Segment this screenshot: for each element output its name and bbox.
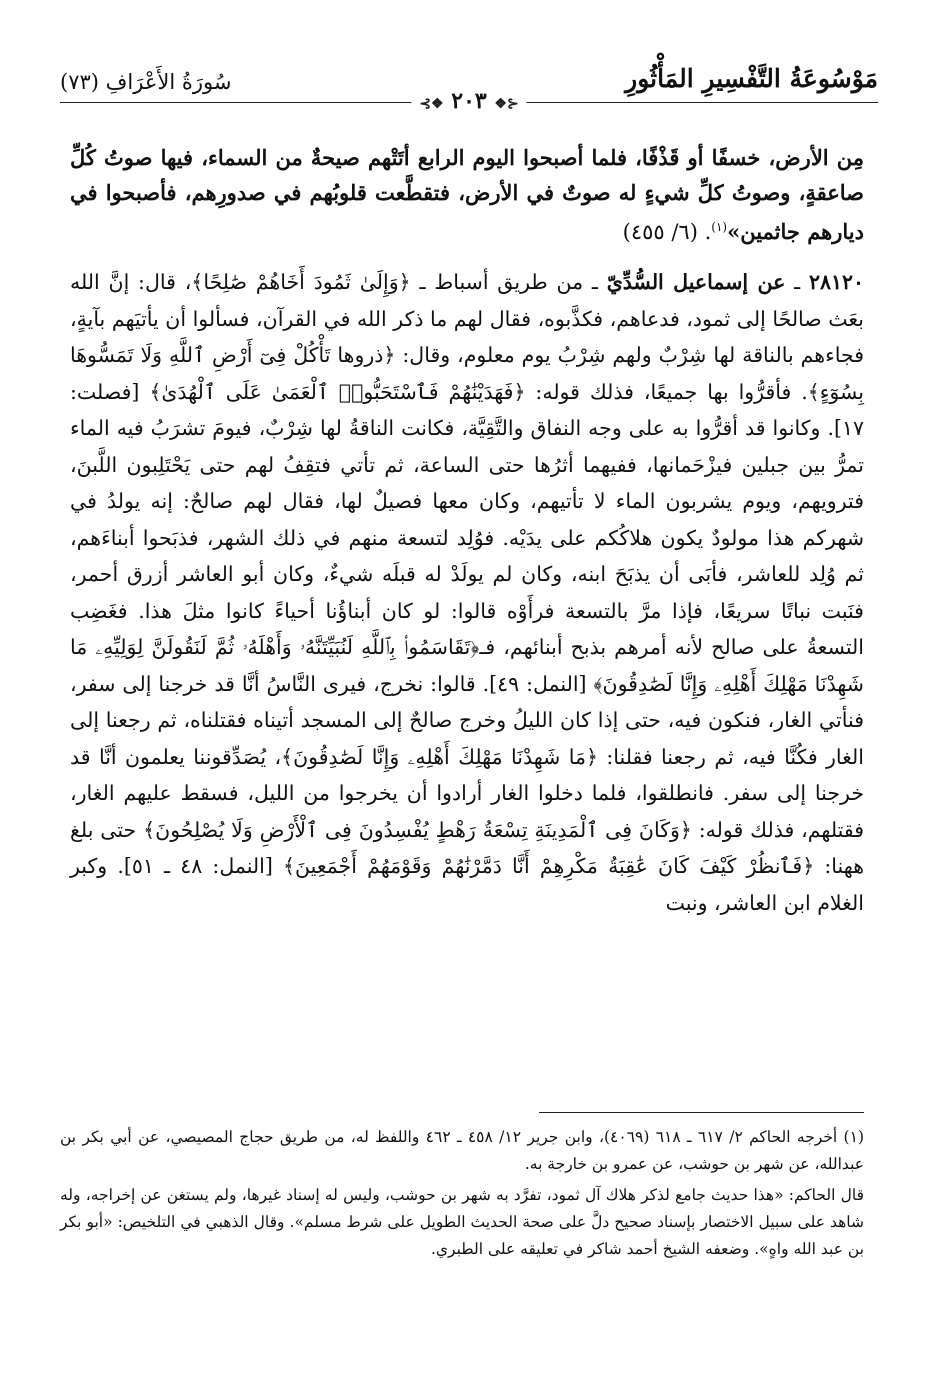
- narrator-name: عن إسماعيل السُّدِّيّ: [606, 270, 786, 294]
- main-body: [70, 140, 864, 921]
- volume-reference: . (٦/ ٤٥٥): [622, 220, 712, 244]
- page-number-block: [411, 88, 526, 114]
- left-ornament-icon: ⊰❖: [419, 96, 444, 112]
- lead-text: مِن الأرض، خسفًا أو قَذْفًا، فلما أصبحوا اليوم الرابع أتَتْهم صيحةٌ من السماء، فيها صوتُ كُلِّ صاعقةٍ، وصوتُ كلِّ شيءٍ له صوتٌ في الأرض، فتقطَّعت قلوبُهم في صدورِهم، فأصبحوا في ديارهم جاثمين»: [70, 145, 865, 244]
- narration-paragraph: ٢٨١٢٠ ـ عن إسماعيل السُّدِّيّ ـ من طريق أسباط ـ ﴿وَإِلَىٰ ثَمُودَ أَخَاهُمْ صَٰلِحًا﴾، قال: إنَّ الله بعَث صالحًا إلى ثمود، فدعاهم، فكذَّبوه، فقال لهم ما ذكر الله في القرآن، فسألوا أن يأتيَهم بآيةٍ، فجاءهم بالناقة لها شِرْبٌ ولهم شِرْبُ يوم معلوم، وقال: ﴿ذروها تَأْكُلْ فِىٓ أَرْضِ ٱللَّهِ وَلَا تَمَسُّوهَا بِسُوٓءٍ﴾. فأقرُّوا بها جميعًا، فذلك قوله: ﴿فَهَدَيْنَٰهُمْ فَٱسْتَحَبُّوا۟ ٱلْعَمَىٰ عَلَى ٱلْهُدَىٰ﴾ [فصلت: ١٧]. وكانوا قد أقرُّوا به على وجه النفاق والتَّقِيَّة، فكانت الناقةُ لها شِرْبٌ، فيومَ تشرَبُ فيه الماء تمرُّ بين جبلين فيزْحَمانها، ففيهما أثرُها حتى الساعة، ثم تأتي فتقِفُ لهم حتى يَحْتَلِبون اللَّبنَ، فترويهم، ويوم يشربون الماء لا تأتيهم، وكان معها فصيلٌ لها، فقال لهم صالحٌ: إنه يولدُ في شهركم هذا مولودٌ يكون هلاكُكم على يدَيْه. فوُلِد لتسعة منهم في ذلك الشهر، فذبَحوا أبناءَهم، ثم وُلِد للعاشر، فأبَى أن يذبَحَ ابنه، وكان لم يولَدْ له قبلَه شيءٌ، وكان أبو العاشر أزرق أحمر، فنَبت نباتًا سريعًا، فإذا مرَّ بالتسعة فرأَوْه قالوا: لو كان أبناؤُنا أحياءً كانوا مثلَ هذا. فغَضِب التسعةُ على صالح لأنه أمرهم بذبح أبنائهم، فـ﴿تَقَاسَمُوا۟ بِٱللَّهِ لَنُبَيِّتَنَّهُۥ وَأَهْلَهُۥ ثُمَّ لَنَقُولَنَّ لِوَلِيِّهِۦ مَا شَهِدْنَا مَهْلِكَ أَهْلِهِۦ وَإِنَّا لَصَٰدِقُونَ﴾ [النمل: ٤٩]. قالوا: نخرج، فيرى النَّاسُ أنَّا قد خرجنا إلى سفر، فنأتي الغار، فنكون فيه، حتى إذا كان الليلُ وخرج صالحٌ إلى المسجد أتيناه فقتلناه، ثم رجعنا إلى الغار فكُنَّا فيه، ثم رجعنا فقلنا: ﴿مَا شَهِدْنَا مَهْلِكَ أَهْلِهِۦ وَإِنَّا لَصَٰدِقُونَ﴾، يُصَدِّقوننا يعلمون أنَّا قد خرجنا إلى سفر. فانطلقوا، فلما دخلوا الغار أرادوا أن يخرجوا من الليل، فسقط عليهم الغار، فقتلهم، فذلك قوله: ﴿وَكَانَ فِى ٱلْمَدِينَةِ تِسْعَةُ رَهْطٍ يُفْسِدُونَ فِى ٱلْأَرْضِ وَلَا يُصْلِحُونَ﴾ حتى بلغ ههنا: ﴿فَٱنظُرْ كَيْفَ كَانَ عَٰقِبَةُ مَكْرِهِمْ أَنَّا دَمَّرْنَٰهُمْ وَقَوْمَهُمْ أَجْمَعِينَ﴾ [النمل: ٤٨ ـ ٥١]. وكبر الغلام ابن العاشر، ونبت: [70, 270, 865, 915]
- right-ornament-icon: ❖⊱: [494, 96, 519, 112]
- book-title: مَوْسُوعَةُ التَّفْسِيرِ المَأْثُورِ: [625, 64, 878, 93]
- footnote-1: (١) أخرجه الحاكم ٢/ ٦١٧ ـ ٦١٨ (٤٠٦٩)، وابن جرير ١٢/ ٤٥٨ ـ ٤٦٢ واللفظ له، من طريق حجاج المصيصي، عن أبي بكر بن عبدالله، عن شهر بن حوشب، عن عمرو بن خارجة به.: [60, 1128, 864, 1173]
- footnotes: [60, 1124, 864, 1267]
- footnote-marker: (١): [711, 220, 728, 234]
- page-number: ٢٠٣: [451, 88, 487, 114]
- lead-paragraph: [70, 140, 864, 250]
- narration-number: ٢٨١٢٠: [808, 270, 864, 294]
- page-header: [60, 62, 878, 122]
- narration-text: ـ من طريق أسباط ـ ﴿وَإِلَىٰ ثَمُودَ أَخَاهُمْ صَٰلِحًا﴾، قال: إنَّ الله بعَث صالحًا إلى ثمود، فدعاهم، فكذَّبوه، فقال لهم ما ذكر الله في القرآن، فسألوا أن يأتيَهم بآيةٍ، فجاءهم بالناقة لها شِرْبٌ ولهم شِرْبُ يوم معلوم، وقال: ﴿ذروها تَأْكُلْ فِىٓ أَرْضِ ٱللَّهِ وَلَا تَمَسُّوهَا بِسُوٓءٍ﴾. فأقرُّوا بها جميعًا، فذلك قوله: ﴿فَهَدَيْنَٰهُمْ فَٱسْتَحَبُّوا۟ ٱلْعَمَىٰ عَلَى ٱلْهُدَىٰ﴾ [فصلت: ١٧]. وكانوا قد أقرُّوا به على وجه النفاق والتَّقِيَّة، فكانت الناقةُ لها شِرْبٌ، فيومَ تشرَبُ فيه الماء تمرُّ بين جبلين فيزْحَمانها، ففيهما أثرُها حتى الساعة، ثم تأتي فتقِفُ لهم حتى يَحْتَلِبون اللَّبنَ، فترويهم، ويوم يشربون الماء لا تأتيهم، وكان معها فصيلٌ لها، فقال لهم صالحٌ: إنه يولدُ في شهركم هذا مولودٌ يكون هلاكُكم على يدَيْه. فوُلِد لتسعة منهم في ذلك الشهر، فذبَحوا أبناءَهم، ثم وُلِد للعاشر، فأبَى أن يذبَحَ ابنه، وكان لم يولَدْ له قبلَه شيءٌ، وكان أبو العاشر أزرق أحمر، فنَبت نباتًا سريعًا، فإذا مرَّ بالتسعة فرأَوْه قالوا: لو كان أبناؤُنا أحياءً كانوا مثلَ هذا. فغَضِب التسعةُ على صالح لأنه أمرهم بذبح أبنائهم، فـ﴿تَقَاسَمُوا۟ بِٱللَّهِ لَنُبَيِّتَنَّهُۥ وَأَهْلَهُۥ ثُمَّ لَنَقُولَنَّ لِوَلِيِّهِۦ مَا شَهِدْنَا مَهْلِكَ أَهْلِهِۦ وَإِنَّا لَصَٰدِقُونَ﴾ [النمل: ٤٩]. قالوا: نخرج، فيرى النَّاسُ أنَّا قد خرجنا إلى سفر، فنأتي الغار، فنكون فيه، حتى إذا كان الليلُ وخرج صالحٌ إلى المسجد أتيناه فقتلناه، ثم رجعنا إلى الغار فكُنَّا فيه، ثم رجعنا فقلنا: ﴿مَا شَهِدْنَا مَهْلِكَ أَهْلِهِۦ وَإِنَّا لَصَٰدِقُونَ﴾، يُصَدِّقوننا يعلمون أنَّا قد خرجنا إلى سفر. فانطلقوا، فلما دخلوا الغار أرادوا أن يخرجوا من الليل، فسقط عليهم الغار، فقتلهم، فذلك قوله: ﴿وَكَانَ فِى ٱلْمَدِينَةِ تِسْعَةُ رَهْطٍ يُفْسِدُونَ فِى ٱلْأَرْضِ وَلَا يُصْلِحُونَ﴾ حتى بلغ ههنا: ﴿فَٱنظُرْ كَيْفَ كَانَ عَٰقِبَةُ مَكْرِهِمْ أَنَّا دَمَّرْنَٰهُمْ وَقَوْمَهُمْ أَجْمَعِينَ﴾ [النمل: ٤٨ ـ ٥١]. وكبر الغلام ابن العاشر، ونبت: [70, 270, 865, 915]
- footnote-separator: [539, 1112, 864, 1113]
- footnote-1-commentary: قال الحاكم: «هذا حديث جامع لذكر هلاك آل ثمود، تفرَّد به شهر بن حوشب، وليس له إسناد غيرها، ولم يستغن عن إخراجه، وله شاهد على سبيل الاختصار بإسناد صحيح دلَّ على صحة الحديث الطويل على شرط مسلم». وقال الذهبي في التلخيص: «أبو بكر بن عبد الله واهٍ». وضعفه الشيخ أحمد شاكر في تعليقه على الطبري.: [60, 1186, 864, 1258]
- surah-running-head: سُورَةُ الأَعْرَافِ (٧٣): [60, 70, 232, 94]
